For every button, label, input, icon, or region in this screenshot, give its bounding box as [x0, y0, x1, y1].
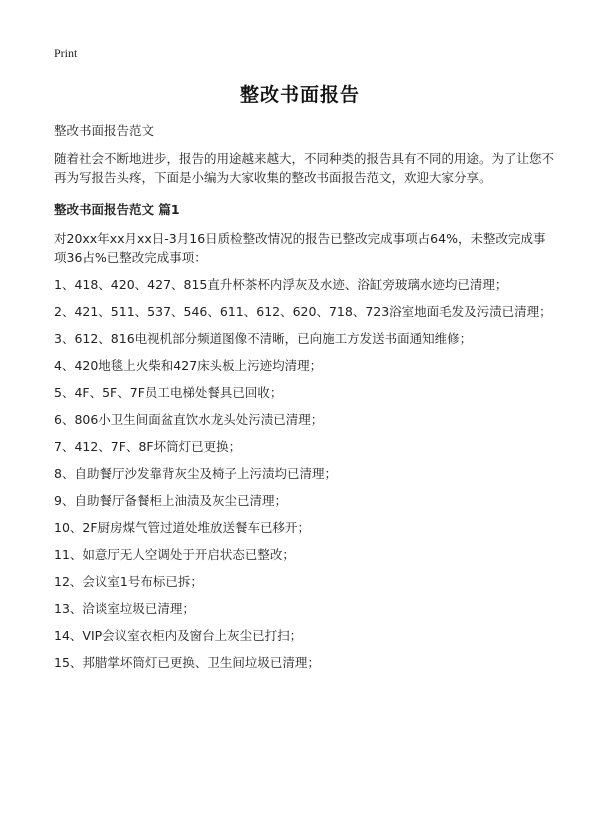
document-title: 整改书面报告: [239, 84, 360, 106]
list-item: 11、如意厅无人空调处于开启状态已整改；: [54, 547, 295, 562]
rectification-list: [54, 275, 554, 680]
list-item: 12、会议室1号布标已拆；: [54, 574, 203, 589]
list-item: 15、邦腊掌坏筒灯已更换、卫生间垃圾已清理；: [54, 655, 320, 670]
list-item: 8、自助餐厅沙发靠背灰尘及椅子上污渍均已清理；: [54, 466, 337, 481]
document-body: [54, 121, 554, 680]
list-item: 10、2F厨房煤气管过道处堆放送餐车已移开；: [54, 520, 311, 535]
section-heading: 整改书面报告范文 篇1: [54, 202, 180, 217]
print-label: Print: [54, 46, 78, 60]
list-item: 4、420地毯上火柴和427床头板上污迹均清理；: [54, 358, 323, 373]
document-subtitle: 整改书面报告范文: [54, 123, 155, 138]
list-item: 13、洽谈室垃圾已清理；: [54, 601, 195, 616]
list-item: 6、806小卫生间面盆直饮水龙头处污渍已清理；: [54, 412, 324, 427]
list-item: 14、VIP会议室衣柜内及窗台上灰尘已打扫；: [54, 628, 303, 643]
list-item: 9、自助餐厅备餐柜上油渍及灰尘已清理；: [54, 493, 287, 508]
list-item: 5、4F、5F、7F员工电梯处餐具已回收；: [54, 385, 283, 400]
list-item: 2、421、511、537、546、611、612、620、718、723浴室地面毛发及污渍已清理；: [54, 304, 552, 319]
list-item: 3、612、816电视机部分频道图像不清晰，已向施工方发送书面通知维修；: [54, 331, 473, 346]
intro-paragraph: 随着社会不断地进步，报告的用途越来越大，不同种类的报告具有不同的用途。为了让您不再为写报告头疼，下面是小编为大家收集的整改书面报告范文，欢迎大家分享。: [54, 151, 555, 185]
list-item: 7、412、7F、8F坏筒灯已更换；: [54, 439, 242, 454]
summary-paragraph: 对20xx年xx月xx日-3月16日质检整改情况的报告已整改完成事项占64%，未整改完成事项36占%已整改完成事项：: [54, 231, 546, 265]
list-item: 1、418、420、427、815直升杯茶杯内浮灰及水迹、浴缸旁玻璃水迹均已清理；: [54, 277, 508, 292]
